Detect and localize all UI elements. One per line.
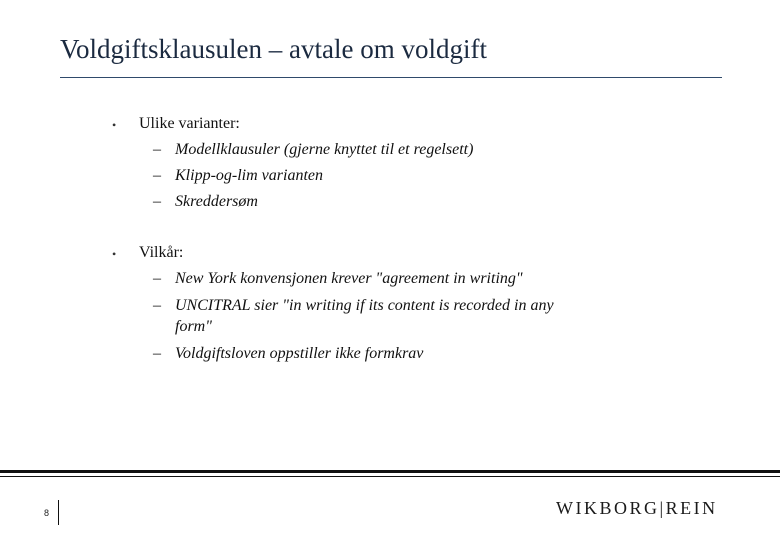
dash-marker: – (153, 141, 161, 158)
page-number-divider (58, 500, 59, 525)
list-item: Klipp-og-lim varianten (175, 167, 323, 184)
dash-marker: – (153, 345, 161, 362)
footer-divider-thick (0, 470, 780, 473)
company-logo: WIKBORG|REIN (556, 498, 718, 518)
dash-marker: – (153, 167, 161, 184)
bullet-marker: • (112, 247, 117, 261)
dash-marker: – (153, 297, 161, 314)
section-heading-varianter: Ulike varianter: (139, 115, 240, 132)
list-item: UNCITRAL sier "in writing if its content is recorded in any (175, 297, 554, 314)
footer-divider-thin (0, 476, 780, 477)
section-heading-vilkar: Vilkår: (139, 244, 184, 261)
page-number: 8 (44, 508, 50, 518)
bullet-marker: • (112, 118, 117, 132)
dash-marker: – (153, 193, 161, 210)
slide-title: Voldgiftsklausulen – avtale om voldgift (60, 34, 487, 64)
list-item: Voldgiftsloven oppstiller ikke formkrav (175, 345, 424, 362)
list-item: New York konvensjonen krever "agreement in writing" (175, 270, 523, 287)
dash-marker: – (153, 270, 161, 287)
list-item-continuation: form" (175, 318, 212, 335)
list-item: Modellklausuler (gjerne knyttet til et regelsett) (175, 141, 474, 158)
list-item: Skreddersøm (175, 193, 258, 210)
